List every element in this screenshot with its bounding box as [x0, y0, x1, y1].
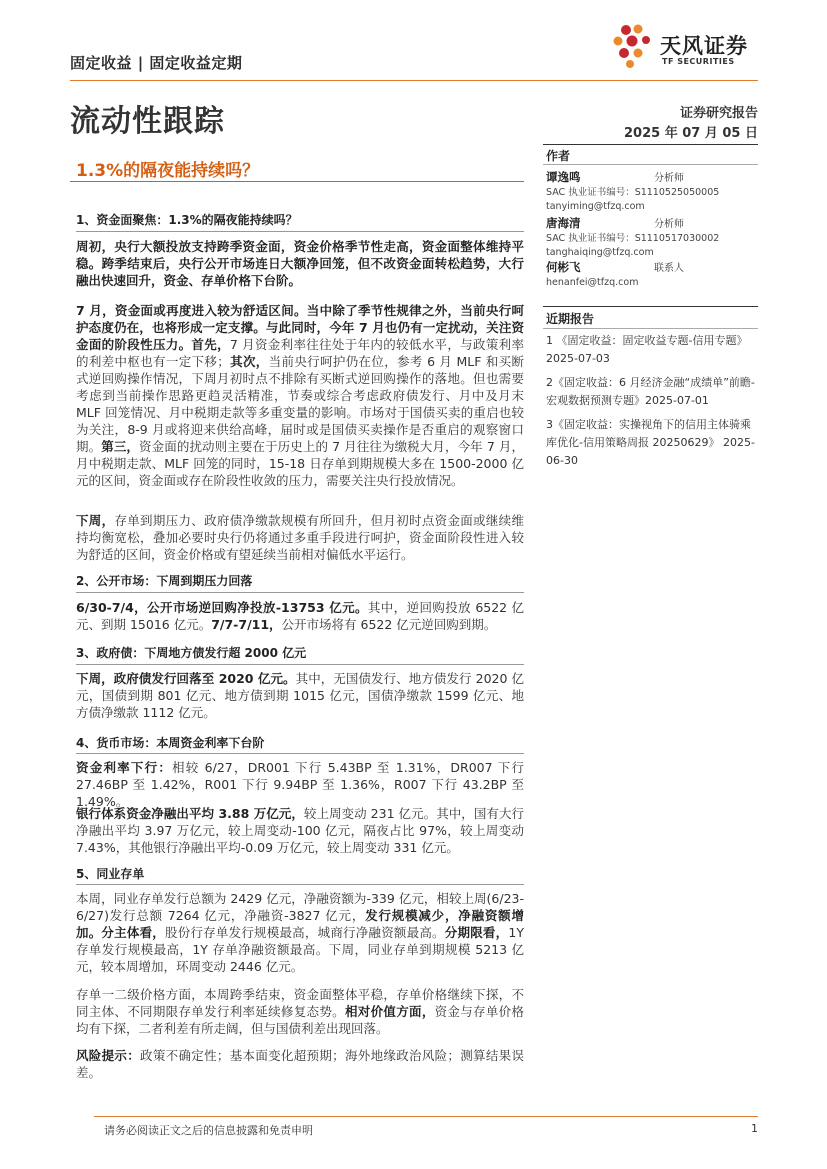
- recent-reports-heading: 近期报告: [546, 312, 595, 326]
- author-license: SAC 执业证书编号：S1110525050005: [546, 187, 720, 198]
- footer-disclaimer: 请务必阅读正文之后的信息披露和免责申明: [104, 1124, 313, 1137]
- author-name: 唐海清: [546, 216, 581, 230]
- author-role: 分析师: [654, 173, 684, 184]
- paragraph-bold: 资金利率下行：: [76, 760, 173, 775]
- section-divider: [76, 884, 524, 885]
- paragraph: [76, 890, 524, 975]
- author-email[interactable]: tanyiming@tfzq.com: [546, 201, 645, 212]
- author-role: 联系人: [654, 263, 684, 274]
- paragraph-text: 本周，同业存单发行总额为 2429 亿元，净融资额为-339 亿元，相较上周(6/23-6/27)发行总额 7264 亿元，净融资-3827 亿元，: [76, 891, 524, 923]
- paragraph-text: 当前央行呵护仍在位，参考 6 月 MLF 和买断式逆回购操作情况，下周月初时点不排除有买断式逆回购操作的落地。但也需要考虑到当前操作思路更趋灵活精准，节奏或综合考虑政府债发行、月中及月末 MLF 回笼情况、月中税期走款等多重变量的影响。市场对于国债买卖的重启也较为关注，8-9 月或将迎来供给高峰，届时或是国债买卖操作是否重启的观察窗口期。: [76, 354, 524, 454]
- paragraph-text: 较上周变动 231 亿元。其中，国有大行净融出平均 3.97 万亿元，较上周变动-100 亿元，隔夜占比 97%，较上周变动 7.43%，其他银行净融出平均-0.09 万亿元，较上周变动 331 亿元。: [76, 806, 524, 855]
- brand-english-name: TF SECURITIES: [662, 57, 735, 66]
- paragraph-text: 存单一二级价格方面，本周跨季结束，资金面整体平稳，存单价格继续下探，不同主体、不同期限存单发行利率延续修复态势。: [76, 987, 524, 1019]
- author-email[interactable]: tanghaiqing@tfzq.com: [546, 247, 654, 258]
- risk-text: 政策不确定性；基本面变化超预期；海外地缘政治风险；测算结果误差。: [76, 1048, 524, 1080]
- section-divider: [76, 664, 524, 665]
- paragraph: [76, 670, 524, 721]
- footer-divider: [94, 1116, 758, 1117]
- sidebar-divider: [543, 144, 758, 145]
- paragraph: [76, 238, 524, 289]
- report-subtitle: 1.3%的隔夜能持续吗？: [76, 161, 260, 181]
- recent-report-link[interactable]: 2《固定收益：6 月经济金融“成绩单”前瞻-宏观数据预测专题》2025-07-01: [546, 376, 755, 407]
- paragraph-text: 1Y 存单发行规模最高，1Y 存单净融资额最高。下周，同业存单到期规模 5213 亿元，较本周增加，环周变动 2446 亿元。: [76, 925, 524, 974]
- page-title: 流动性跟踪: [70, 104, 225, 139]
- paragraph-bold: 下周，政府债发行回落至 2020 亿元。: [76, 671, 296, 686]
- paragraph-bold: 分期限看，: [444, 925, 509, 940]
- paragraph-bold: 下周，: [76, 513, 115, 528]
- paragraph-bold: 银行体系资金净融出平均 3.88 万亿元，: [76, 806, 304, 821]
- paragraph-text: 公开市场将有 6522 亿元逆回购到期。: [281, 617, 497, 632]
- sidebar-divider: [543, 328, 758, 329]
- author-card: [546, 170, 758, 214]
- paragraph-bold: 其次，: [229, 354, 269, 369]
- paragraph-text: 7 月资金利率往往处于年内的较低水平，与政策利率的利差中枢也有一定下移；: [76, 337, 524, 369]
- paragraph-text: 股份行存单发行规模最高，城商行净融资额最高。: [165, 925, 445, 940]
- page-number: 1: [751, 1122, 758, 1135]
- section-heading: 2、公开市场：下周到期压力回落: [76, 574, 253, 588]
- subtitle-divider: [70, 181, 524, 182]
- author-license: SAC 执业证书编号：S1110517030002: [546, 233, 720, 244]
- paragraph-text: 相较 6/27，DR001 下行 5.43BP 至 1.31%，DR007 下行 27.46BP 至 1.42%，R001 下行 9.94BP 至 1.36%，R007 下行 43.2BP 至 1.49%。: [76, 760, 524, 809]
- recent-report-link[interactable]: 3《固定收益：实操视角下的信用主体骑乘库优化-信用策略周报 20250629》 2025-06-30: [546, 418, 755, 467]
- paragraph: [76, 302, 524, 489]
- report-date: 2025 年 07 月 05 日: [624, 126, 758, 141]
- paragraph: [76, 599, 524, 633]
- paragraph-bold: 7/7-7/11，: [211, 617, 282, 632]
- report-category: 固定收益 | 固定收益定期: [70, 54, 243, 72]
- paragraph-text: 资金面的扰动则主要在于历史上的 7 月往往为缴税大月，今年 7 月，月中税期走款、MLF 回笼的同时，15-18 日存单到期规模大多在 1500-2000 亿元的区间，资金面或存在阶段性收敛的压力，需要关注央行投放情况。: [76, 439, 524, 488]
- paragraph-text: 其中，无国债发行、地方债发行 2020 亿元，国债到期 801 亿元、地方债到期 1015 亿元，国债净缴款 1599 亿元、地方债净缴款 1112 亿元。: [76, 671, 525, 720]
- author-card: [546, 260, 758, 290]
- section-divider: [76, 231, 524, 232]
- paragraph-bold: 6/30-7/4，公开市场逆回购净投放-13753 亿元。: [76, 600, 368, 615]
- section-divider: [76, 592, 524, 593]
- authors-heading: 作者: [546, 149, 571, 163]
- recent-report-link[interactable]: 1 《固定收益：固定收益专题-信用专题》 2025-07-03: [546, 334, 748, 365]
- section-heading: 3、政府债：下周地方债发行超 2000 亿元: [76, 646, 307, 660]
- brand-logo: [608, 20, 758, 72]
- author-role: 分析师: [654, 219, 684, 230]
- risk-warning: [76, 1047, 524, 1081]
- sidebar-divider: [543, 306, 758, 307]
- tf-logo-icon: [608, 20, 658, 72]
- paragraph-bold: 周初，央行大额投放支持跨季资金面，资金价格季节性走高，资金面整体维持平稳。跨季结束后，央行公开市场连日大额净回笼，但不改资金面转松趋势，大行融出快速回升，资金、存单价格下台阶。: [76, 239, 524, 288]
- paragraph: [76, 512, 524, 563]
- header-divider: [70, 80, 758, 81]
- paragraph: [76, 805, 524, 856]
- paragraph-bold: 第三，: [101, 439, 140, 454]
- section-heading: 1、资金面聚焦：1.3%的隔夜能持续吗？: [76, 213, 298, 227]
- report-type: 证券研究报告: [679, 106, 758, 121]
- risk-label: 风险提示：: [76, 1048, 141, 1063]
- paragraph-text: 其中，逆回购投放 6522 亿元、到期 15016 亿元。: [76, 600, 524, 632]
- paragraph: [76, 759, 524, 810]
- brand-name: 天风证券: [660, 34, 748, 58]
- sidebar-divider: [543, 164, 758, 165]
- paragraph-text: 资金与存单价格均有下探，二者利差有所走阔，但与国债利差出现回落。: [76, 1004, 524, 1036]
- paragraph-bold: 相对价值方面，: [344, 1004, 435, 1019]
- section-heading: 4、货币市场：本周资金利率下台阶: [76, 736, 265, 750]
- paragraph-bold: 7 月，资金面或再度进入较为舒适区间。当中除了季节性规律之外，当前央行呵护态度仍在，也将形成一定支撑。与此同时，今年 7 月也仍有一定扰动，关注资金面的阶段性压力。首先，: [76, 303, 524, 352]
- section-heading: 5、同业存单: [76, 867, 145, 881]
- section-divider: [76, 753, 524, 754]
- paragraph-text: 存单到期压力、政府债净缴款规模有所回升，但月初时点资金面或继续维持均衡宽松，叠加必要时央行仍将通过多重手段进行呵护，资金面阶段性进入较为舒适的区间，资金价格或有望延续当前相对偏低水平运行。: [76, 513, 524, 562]
- author-name: 何彬飞: [546, 260, 581, 274]
- author-name: 谭逸鸣: [546, 170, 581, 184]
- author-email[interactable]: henanfei@tfzq.com: [546, 277, 639, 288]
- paragraph: [76, 986, 524, 1037]
- paragraph-bold: 发行规模减少，净融资额增加。分主体看，: [76, 908, 524, 940]
- author-card: [546, 216, 758, 260]
